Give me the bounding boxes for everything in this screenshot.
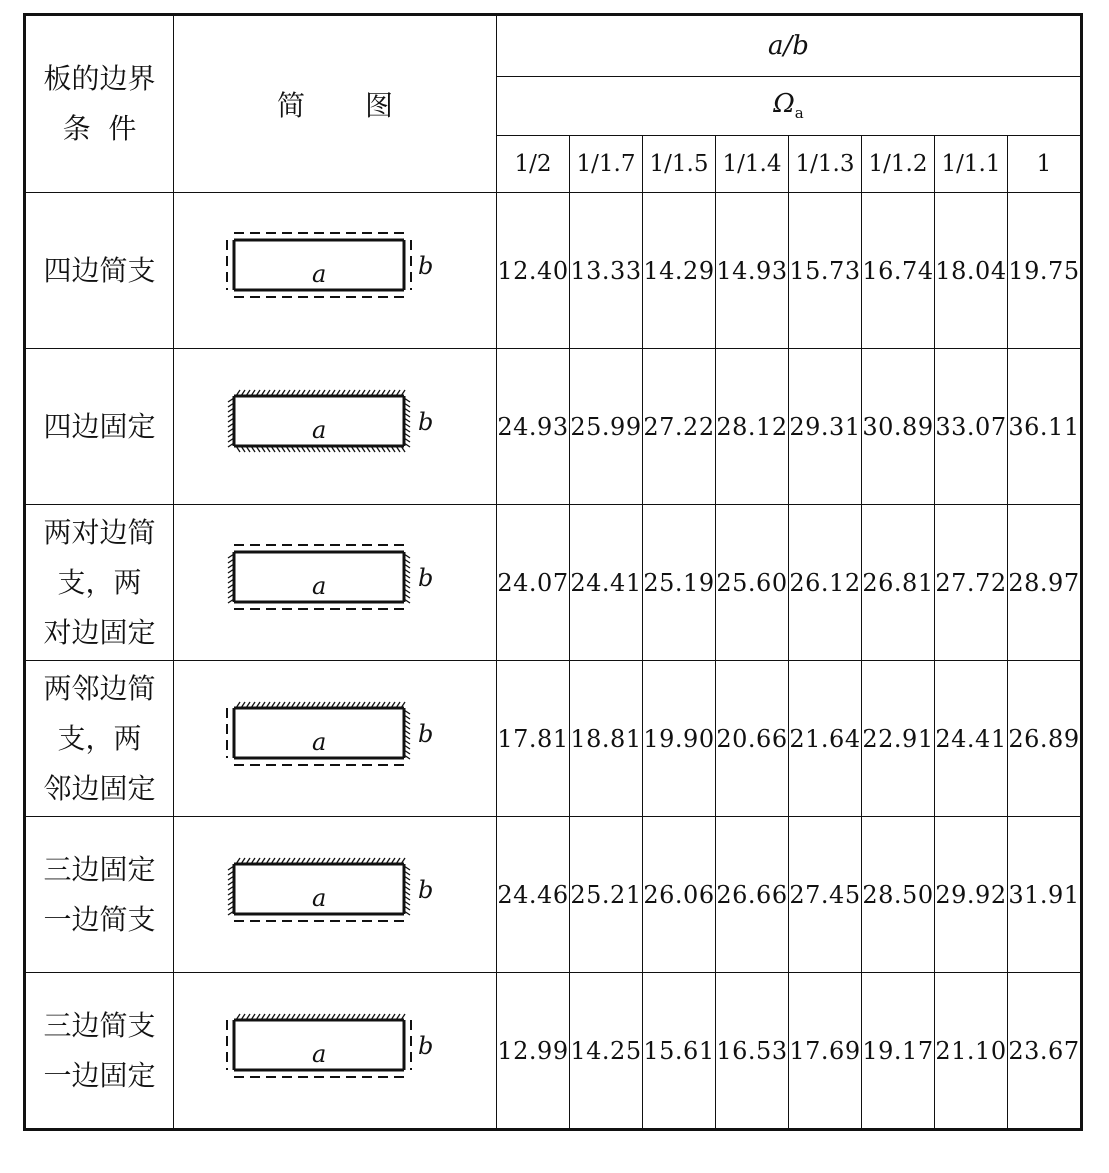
plate-diagram: [174, 973, 497, 1130]
header-condition-line: 板的边界: [43, 62, 156, 95]
coefficient-cell: 19.75: [1008, 193, 1082, 349]
header-ratio-cell: 1/1.1: [935, 136, 1008, 193]
boundary-condition-line: 三边简支: [43, 1008, 156, 1042]
header-ratio-cell: 1/2: [497, 136, 570, 193]
coefficient-cell: 19.90: [643, 661, 716, 817]
coefficient-cell: 29.92: [935, 817, 1008, 973]
diagram-label-b: b: [418, 251, 434, 280]
coefficient-cell: 14.25: [570, 973, 643, 1130]
plate-diagram: [174, 817, 497, 973]
coefficient-cell: 24.93: [497, 349, 570, 505]
boundary-condition-line: 支，两: [57, 721, 142, 755]
coefficient-cell: 22.91: [862, 661, 935, 817]
coefficient-cell: 27.22: [643, 349, 716, 505]
diagram-label-b: b: [418, 875, 434, 904]
coefficient-cell: 24.41: [935, 661, 1008, 817]
coefficient-cell: 31.91: [1008, 817, 1082, 973]
plate-diagram: [174, 505, 497, 661]
coefficient-cell: 17.81: [497, 661, 570, 817]
plate-diagram: [174, 349, 497, 505]
coefficient-cell: 25.99: [570, 349, 643, 505]
header-ratio-cell: 1/1.3: [789, 136, 862, 193]
diagram-label-b: b: [418, 407, 434, 436]
coefficient-cell: 12.40: [497, 193, 570, 349]
table-row: [25, 193, 1082, 349]
coefficient-cell: 14.29: [643, 193, 716, 349]
coefficient-cell: 25.60: [716, 505, 789, 661]
coefficient-cell: 26.06: [643, 817, 716, 973]
header-ratio-a-b: a/b: [497, 15, 1082, 77]
boundary-condition-line: 一边固定: [43, 1058, 156, 1092]
coefficient-cell: 24.46: [497, 817, 570, 973]
header-condition-line: 条 件: [62, 112, 137, 145]
coefficient-cell: 13.33: [570, 193, 643, 349]
header-ratio-cell: 1/1.7: [570, 136, 643, 193]
coefficient-cell: 20.66: [716, 661, 789, 817]
coefficient-table: [23, 13, 1083, 1131]
table-row: [25, 973, 1082, 1130]
header-figure: 简图: [174, 15, 497, 193]
omega-symbol: Ω: [773, 89, 795, 120]
coefficient-cell: 12.99: [497, 973, 570, 1130]
coefficient-cell: 25.21: [570, 817, 643, 973]
coefficient-cell: 26.66: [716, 817, 789, 973]
boundary-condition-line: 两对边简: [43, 515, 156, 549]
coefficient-cell: 21.64: [789, 661, 862, 817]
diagram-label-a: a: [312, 571, 327, 600]
diagram-label-b: b: [418, 719, 434, 748]
boundary-condition-cell: [25, 973, 174, 1130]
table-row: [25, 661, 1082, 817]
coefficient-cell: 21.10: [935, 973, 1008, 1130]
coefficient-cell: 36.11: [1008, 349, 1082, 505]
diagram-label-b: b: [418, 563, 434, 592]
boundary-condition-line: 一边简支: [43, 902, 156, 936]
coefficient-cell: 28.50: [862, 817, 935, 973]
coefficient-cell: 25.19: [643, 505, 716, 661]
boundary-condition-cell: [25, 661, 174, 817]
coefficient-cell: 23.67: [1008, 973, 1082, 1130]
boundary-condition-line: 支，两: [57, 565, 142, 599]
coefficient-cell: 15.61: [643, 973, 716, 1130]
diagram-label-a: a: [312, 259, 327, 288]
boundary-condition-cell: [25, 817, 174, 973]
coefficient-cell: 19.17: [862, 973, 935, 1130]
coefficient-cell: 27.45: [789, 817, 862, 973]
boundary-condition-line: 对边固定: [43, 615, 156, 649]
boundary-condition-cell: [25, 193, 174, 349]
coefficient-cell: 18.81: [570, 661, 643, 817]
header-ratio-cell: 1/1.4: [716, 136, 789, 193]
boundary-condition-line: 四边固定: [43, 409, 156, 443]
coefficient-cell: 30.89: [862, 349, 935, 505]
boundary-condition-line: 两邻边简: [43, 671, 156, 705]
plate-diagram: [174, 661, 497, 817]
coefficient-cell: 29.31: [789, 349, 862, 505]
header-ratio-cell: 1/1.5: [643, 136, 716, 193]
diagram-label-a: a: [312, 415, 327, 444]
coefficient-cell: 16.74: [862, 193, 935, 349]
diagram-label-a: a: [312, 727, 327, 756]
table-row: [25, 505, 1082, 661]
coefficient-cell: 26.81: [862, 505, 935, 661]
coefficient-cell: 16.53: [716, 973, 789, 1130]
coefficient-cell: 26.89: [1008, 661, 1082, 817]
coefficient-cell: 24.07: [497, 505, 570, 661]
coefficient-cell: 28.12: [716, 349, 789, 505]
coefficient-cell: 24.41: [570, 505, 643, 661]
header-omega: [497, 77, 1082, 136]
coefficient-cell: 14.93: [716, 193, 789, 349]
coefficient-cell: 33.07: [935, 349, 1008, 505]
table-row: [25, 817, 1082, 973]
diagram-label-a: a: [312, 883, 327, 912]
coefficient-cell: 26.12: [789, 505, 862, 661]
coefficient-cell: 28.97: [1008, 505, 1082, 661]
boundary-condition-line: 邻边固定: [43, 771, 156, 805]
plate-diagram: [174, 193, 497, 349]
diagram-label-a: a: [312, 1039, 327, 1068]
coefficient-cell: 15.73: [789, 193, 862, 349]
boundary-condition-cell: [25, 505, 174, 661]
omega-subscript: a: [794, 104, 804, 123]
boundary-condition-cell: [25, 349, 174, 505]
boundary-condition-line: 三边固定: [43, 852, 156, 886]
table-row: [25, 349, 1082, 505]
header-ratio-cell: 1: [1008, 136, 1082, 193]
header-ratio-cell: 1/1.2: [862, 136, 935, 193]
diagram-label-b: b: [418, 1031, 434, 1060]
coefficient-cell: 27.72: [935, 505, 1008, 661]
coefficient-cell: 18.04: [935, 193, 1008, 349]
boundary-condition-line: 四边简支: [43, 253, 156, 287]
header-boundary-condition: [25, 15, 174, 193]
coefficient-cell: 17.69: [789, 973, 862, 1130]
